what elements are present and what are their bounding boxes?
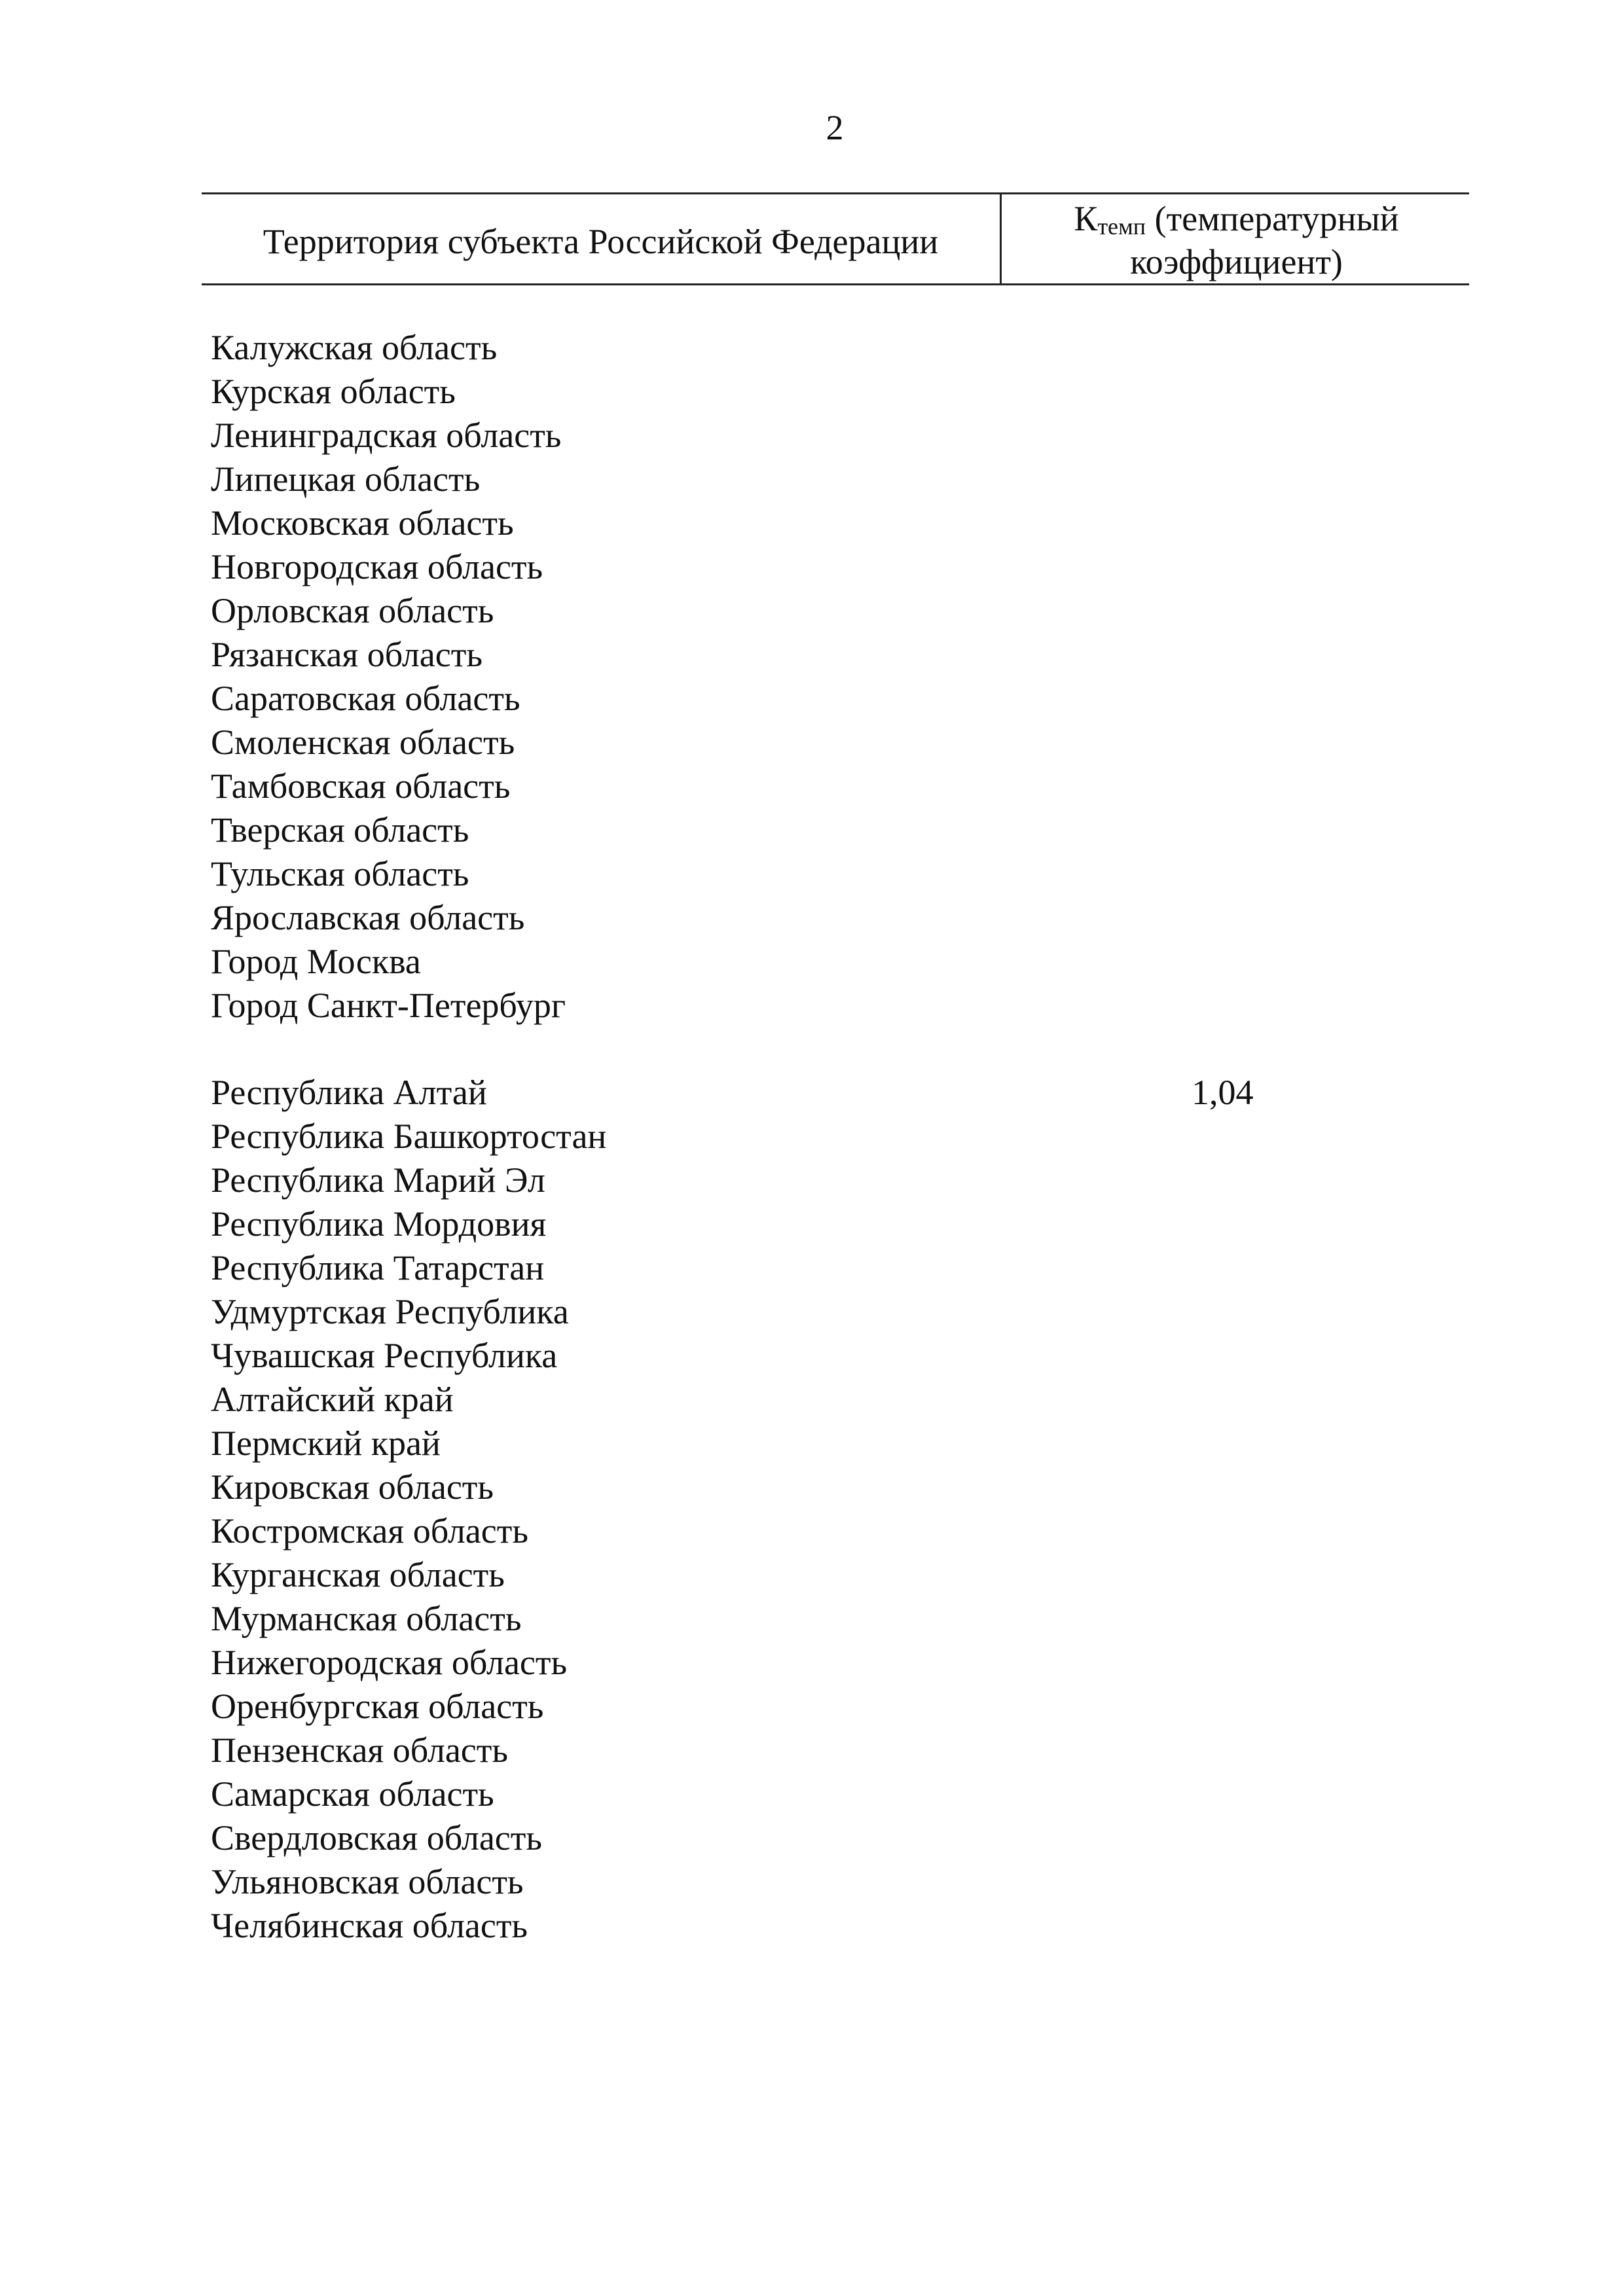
region-item: Самарская область	[211, 1774, 494, 1814]
region-item: Орловская область	[211, 591, 494, 630]
region-item: Город Санкт-Петербург	[211, 986, 566, 1025]
region-item: Пензенская область	[211, 1731, 508, 1770]
region-item: Новгородская область	[211, 547, 543, 586]
region-item: Нижегородская область	[211, 1643, 568, 1682]
region-item: Республика Алтай	[211, 1073, 487, 1112]
region-item: Республика Марий Эл	[211, 1160, 545, 1200]
region-item: Алтайский край	[211, 1380, 454, 1419]
region-item: Костромская область	[211, 1511, 528, 1551]
region-list-group-2	[211, 1071, 606, 1948]
region-item: Саратовская область	[211, 679, 520, 718]
region-item: Ленинградская область	[211, 416, 562, 455]
region-item: Рязанская область	[211, 635, 483, 674]
table-header	[202, 192, 1469, 285]
region-item: Московская область	[211, 503, 514, 543]
region-item: Город Москва	[211, 942, 421, 981]
page-number: 2	[826, 108, 844, 147]
region-item: Тамбовская область	[211, 766, 511, 806]
region-item: Ульяновская область	[211, 1862, 524, 1901]
region-item: Республика Мордовия	[211, 1204, 547, 1244]
region-item: Курганская область	[211, 1555, 505, 1594]
header-coef-symbol: К	[1074, 199, 1098, 238]
region-item: Свердловская область	[211, 1818, 542, 1857]
header-coef-line1: (температурный	[1146, 199, 1399, 238]
region-item: Кировская область	[211, 1467, 494, 1507]
header-coef-line2: коэффициент)	[1130, 242, 1343, 281]
region-item: Смоленская область	[211, 723, 515, 762]
region-item: Ярославская область	[211, 898, 525, 937]
region-item: Республика Башкортостан	[211, 1117, 607, 1156]
region-item: Калужская область	[211, 328, 498, 367]
region-item: Тверская область	[211, 810, 469, 850]
region-item: Липецкая область	[211, 459, 481, 499]
header-coefficient	[1004, 194, 1469, 283]
header-territory: Территория субъекта Российской Федерации	[202, 194, 1002, 283]
region-item: Курская область	[211, 372, 456, 411]
region-item: Мурманская область	[211, 1599, 522, 1638]
region-item: Оренбургская область	[211, 1687, 544, 1726]
region-item: Челябинская область	[211, 1906, 528, 1945]
region-item: Удмуртская Республика	[211, 1292, 569, 1331]
region-item: Республика Татарстан	[211, 1248, 545, 1287]
coefficient-value: 1,04	[1192, 1073, 1254, 1112]
region-list-group-1	[211, 326, 566, 1028]
region-item: Пермский край	[211, 1424, 441, 1463]
region-item: Тульская область	[211, 854, 469, 893]
header-coef-subscript: темп	[1097, 213, 1146, 240]
region-item: Чувашская Республика	[211, 1336, 558, 1375]
